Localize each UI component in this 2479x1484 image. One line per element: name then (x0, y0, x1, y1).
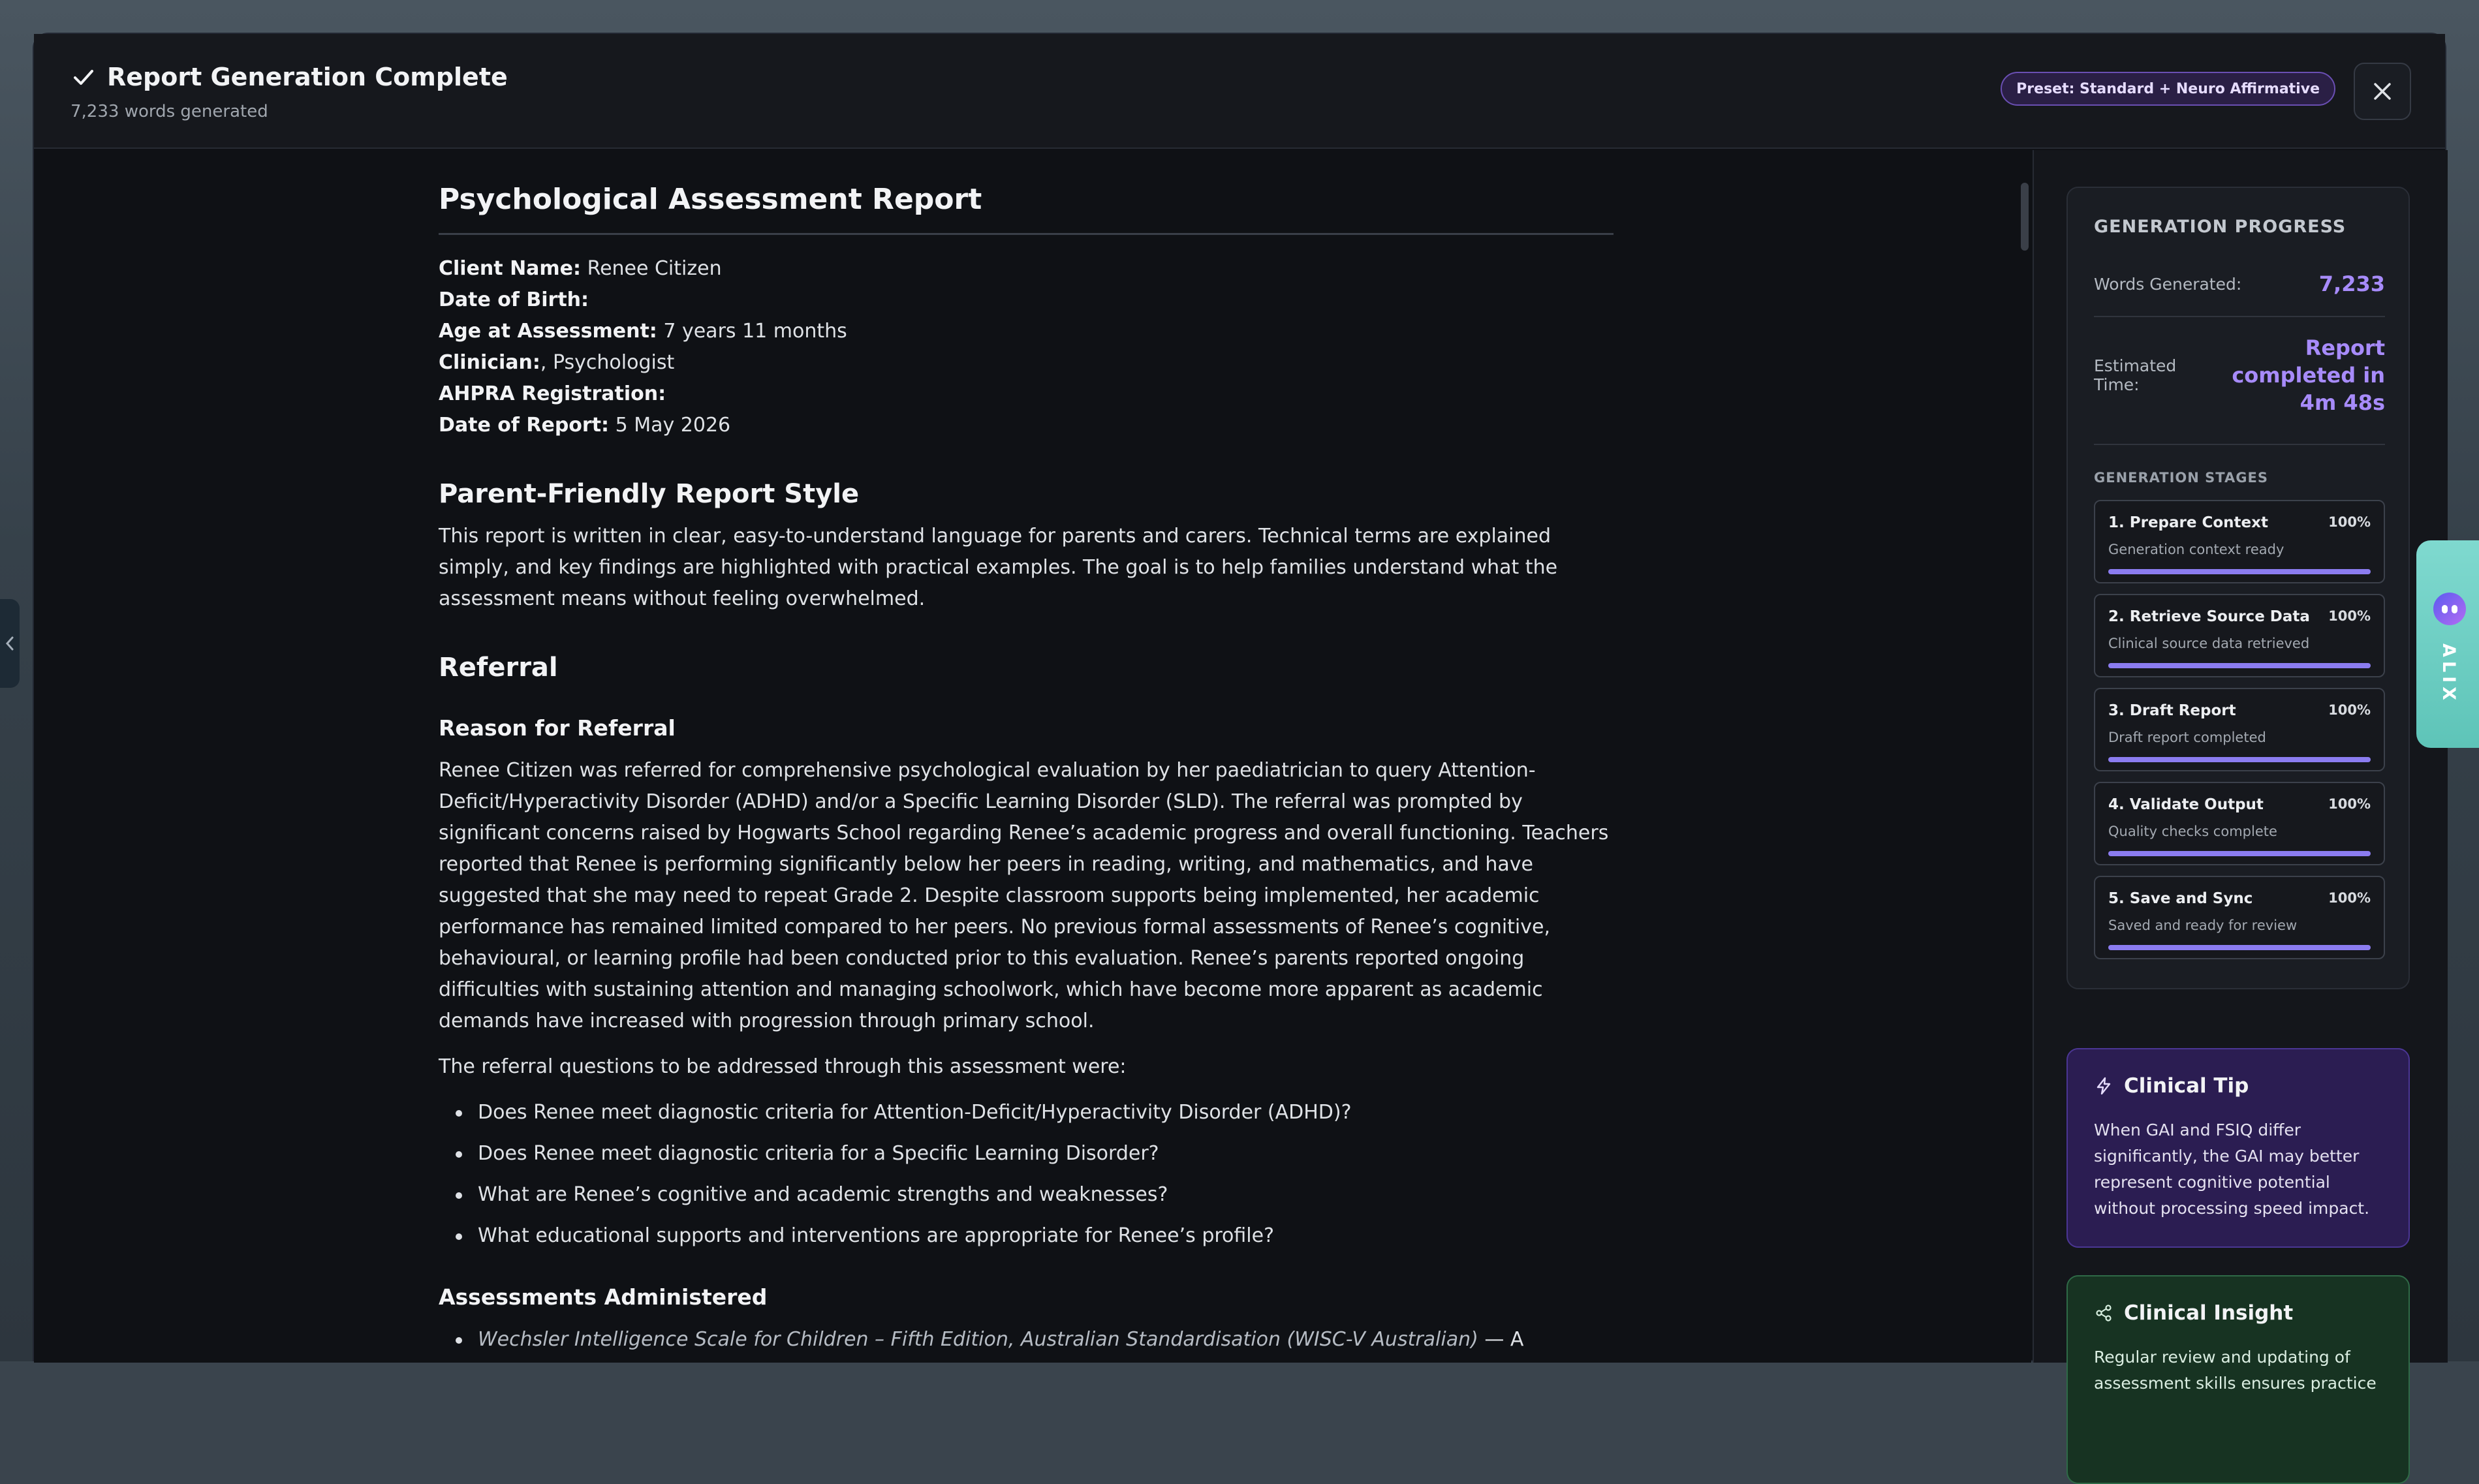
left-collapse-tab[interactable] (0, 599, 20, 688)
chevron-left-icon (5, 636, 15, 651)
close-icon (2371, 80, 2393, 102)
stage-validate-output (2094, 782, 2385, 865)
report-style-paragraph: This report is written in clear, easy-to-understand language for parents and carers. Technical terms are explained simply, and key findings are highlighted with practical examples. The goal is to help families understand what the assessment means without feeling overwhelmed. (439, 525, 1558, 610)
generation-progress-card (2066, 187, 2410, 989)
clinical-tip-body: When GAI and FSIQ differ significantly, the GAI may better represent cognitive potential without processing speed impact. (2094, 1121, 2370, 1218)
stage-progress-fill (2108, 569, 2371, 574)
stage-status: Saved and ready for review (2108, 918, 2298, 933)
stage-percent: 100% (2328, 890, 2371, 906)
clinical-tip-header (2094, 1074, 2249, 1098)
content-scrollbar[interactable] (2018, 150, 2031, 1363)
stage-progress-fill (2108, 663, 2371, 668)
meta-client-name: Client Name: Renee Citizen (439, 257, 722, 280)
divider (2094, 444, 2385, 445)
divider (2094, 316, 2385, 317)
stage-status: Draft report completed (2108, 730, 2266, 745)
preset-badge: Preset: Standard + Neuro Affirmative (2001, 72, 2335, 106)
report-document (439, 183, 1614, 1365)
clinical-insight-body: Regular review and updating of assessment skills ensures practice (2094, 1348, 2377, 1393)
scrollbar-thumb[interactable] (2021, 183, 2029, 251)
modal-title: Report Generation Complete (107, 63, 508, 91)
stage-save-and-sync (2094, 876, 2385, 959)
stage-prepare-context (2094, 500, 2385, 583)
clinical-insight-header (2094, 1301, 2293, 1325)
reason-for-referral-paragraph: Renee Citizen was referred for comprehensive psychological evaluation by her paediatrician to query Attention-Deficit/Hyperactivity Disorder (ADHD) and/or a Specific Learning Disorder (SLD). The referral was prompted by significant concerns raised by Hogwarts School regarding Renee’s academic progress and overall functioning. Teachers reported that Renee is performing significantly below her peers in reading, writing, and mathematics, and have suggested that she may need to repeat Grade 2. Despite classroom supports being implemented, her academic performance has remained limited compared to her peers. No previous formal assessments of Renee’s cognitive, behavioural, or learning profile had been conducted prior to this evaluation. Renee’s parents reported ongoing difficulties with sustaining attention and managing schoolwork, which have become more apparent as academic demands have increased with progression through primary school. (439, 759, 1609, 1032)
header-title-row (70, 63, 508, 91)
stage-draft-report (2094, 688, 2385, 771)
report-modal (33, 33, 2446, 1393)
alix-assistant-tab[interactable] (2416, 540, 2479, 748)
stage-retrieve-source-data (2094, 594, 2385, 677)
stage-name: 4. Validate Output (2108, 796, 2264, 813)
estimated-time-row (2094, 334, 2385, 416)
subheading-reason-for-referral: Reason for Referral (439, 715, 676, 741)
stage-percent: 100% (2328, 514, 2371, 530)
estimated-time-value: Report completed in 4m 48s (2232, 335, 2385, 415)
stage-progress-fill (2108, 757, 2371, 762)
list-item: What educational supports and interventions are appropriate for Renee’s profile? (439, 1220, 1614, 1252)
stage-status: Quality checks complete (2108, 824, 2277, 839)
subheading-assessments-administered: Assessments Administered (439, 1284, 768, 1310)
clinical-insight-card (2066, 1275, 2410, 1484)
stage-progress-bar (2108, 569, 2371, 574)
clinical-insight-title: Clinical Insight (2124, 1301, 2294, 1325)
stage-progress-bar (2108, 663, 2371, 668)
meta-clinician: Clinician:, Psychologist (439, 351, 675, 374)
words-generated-label: Words Generated: (2094, 274, 2242, 294)
stage-progress-bar (2108, 851, 2371, 856)
check-icon (70, 64, 97, 90)
referral-questions-intro: The referral questions to be addressed through this assessment were: (439, 1055, 1127, 1078)
stage-percent: 100% (2328, 608, 2371, 624)
share-nodes-icon (2094, 1303, 2113, 1323)
progress-title: GENERATION PROGRESS (2094, 217, 2346, 237)
list-item: What are Renee’s cognitive and academic strengths and weaknesses? (439, 1179, 1614, 1211)
stage-percent: 100% (2328, 702, 2371, 718)
meta-age-at-assessment: Age at Assessment: 7 years 11 months (439, 320, 847, 343)
stage-percent: 100% (2328, 796, 2371, 812)
section-heading-report-style: Parent-Friendly Report Style (439, 479, 860, 509)
stage-progress-bar (2108, 945, 2371, 950)
stage-progress-bar (2108, 757, 2371, 762)
modal-header (34, 34, 2445, 149)
words-generated-row (2094, 270, 2385, 298)
alix-label: ALIX (2439, 643, 2459, 704)
list-item: Does Renee meet diagnostic criteria for a Specific Learning Disorder? (439, 1138, 1614, 1169)
stage-progress-fill (2108, 851, 2371, 856)
meta-date-of-birth: Date of Birth: (439, 288, 589, 311)
stage-name: 5. Save and Sync (2108, 890, 2253, 907)
words-generated-summary: 7,233 words generated (70, 102, 268, 121)
clinical-tip-title: Clinical Tip (2124, 1074, 2249, 1098)
clinical-tip-card (2066, 1048, 2410, 1248)
referral-questions-list (439, 1097, 1614, 1252)
generation-stages-label: GENERATION STAGES (2094, 470, 2268, 486)
stage-status: Clinical source data retrieved (2108, 636, 2310, 651)
words-generated-value: 7,233 (2318, 271, 2385, 296)
stage-progress-fill (2108, 945, 2371, 950)
estimated-time-label: Estimated Time: (2094, 356, 2177, 394)
meta-date-of-report: Date of Report: 5 May 2026 (439, 414, 731, 437)
meta-ahpra-registration: AHPRA Registration: (439, 382, 666, 405)
progress-sidebar (2033, 150, 2448, 1393)
report-title: Psychological Assessment Report (439, 183, 1614, 235)
section-heading-referral: Referral (439, 653, 558, 683)
stage-name: 2. Retrieve Source Data (2108, 608, 2310, 625)
report-content-pane[interactable] (34, 150, 2018, 1363)
list-item: Does Renee meet diagnostic criteria for Attention-Deficit/Hyperactivity Disorder (ADHD)? (439, 1097, 1614, 1128)
close-button[interactable] (2354, 63, 2411, 120)
lightning-icon (2094, 1076, 2113, 1096)
stage-status: Generation context ready (2108, 542, 2284, 557)
stage-name: 3. Draft Report (2108, 702, 2236, 719)
stage-name: 1. Prepare Context (2108, 514, 2268, 531)
alix-logo-icon (2433, 593, 2466, 625)
assessments-list (439, 1324, 1614, 1355)
list-item: Wechsler Intelligence Scale for Children – Fifth Edition, Australian Standardisation (WISC-V Australian) — A (439, 1324, 1614, 1355)
